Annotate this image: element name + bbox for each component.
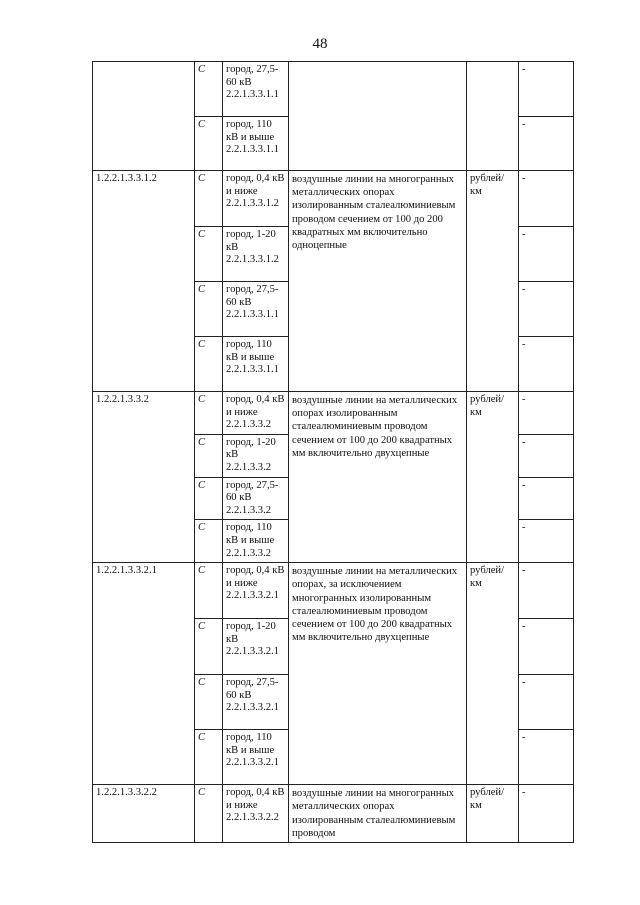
row-symbol: С <box>195 117 223 171</box>
row-unit <box>467 62 519 171</box>
row-value: - <box>519 520 574 563</box>
row-symbol: С <box>195 563 223 619</box>
row-description: воздушные линии на металлических опорах изолированным сталеалюминиевым проводом сечением от 100 до 200 квадратных мм включительно двухцепные <box>289 392 467 563</box>
row-value: - <box>519 563 574 619</box>
row-value: - <box>519 171 574 227</box>
row-zone: город, 110 кВ и выше 2.2.1.3.3.2.1 <box>223 730 289 785</box>
row-value: - <box>519 282 574 337</box>
row-unit: рублей/ км <box>467 785 519 843</box>
row-value: - <box>519 62 574 117</box>
row-symbol: С <box>195 392 223 435</box>
row-unit: рублей/ км <box>467 392 519 563</box>
row-value: - <box>519 477 574 520</box>
row-zone: город, 27,5-60 кВ 2.2.1.3.3.2 <box>223 477 289 520</box>
row-zone: город, 1-20 кВ 2.2.1.3.3.1.2 <box>223 227 289 282</box>
row-symbol: С <box>195 520 223 563</box>
row-code <box>93 62 195 171</box>
row-symbol: С <box>195 477 223 520</box>
row-value: - <box>519 117 574 171</box>
row-zone: город, 110 кВ и выше 2.2.1.3.3.1.1 <box>223 117 289 171</box>
row-symbol: С <box>195 434 223 477</box>
table-row <box>93 392 574 435</box>
tariff-table <box>92 61 574 843</box>
row-zone: город, 1-20 кВ 2.2.1.3.3.2 <box>223 434 289 477</box>
row-code: 1.2.2.1.3.3.2 <box>93 392 195 563</box>
row-zone: город, 0,4 кВ и ниже 2.2.1.3.3.2.1 <box>223 563 289 619</box>
row-symbol: С <box>195 171 223 227</box>
page-number: 48 <box>312 36 328 52</box>
row-symbol: С <box>195 730 223 785</box>
table-row <box>93 785 574 843</box>
row-value: - <box>519 227 574 282</box>
table-row <box>93 62 574 117</box>
row-unit: рублей/ км <box>467 171 519 392</box>
row-description: воздушные линии на многогранных металлических опорах изолированным сталеалюминиевым проводом сечением от 100 до 200 квадратных мм включительно одноцепные <box>289 171 467 392</box>
row-code: 1.2.2.1.3.3.2.2 <box>93 785 195 843</box>
table-row <box>93 171 574 227</box>
row-unit: рублей/ км <box>467 563 519 785</box>
row-description: воздушные линии на многогранных металлических опорах изолированным сталеалюминиевым проводом <box>289 785 467 843</box>
row-description: воздушные линии на металлических опорах, за исключением многогранных изолированным сталеалюминиевым проводом сечением от 100 до 200 квадратных мм включительно двухцепные <box>289 563 467 785</box>
row-zone: город, 0,4 кВ и ниже 2.2.1.3.3.2.2 <box>223 785 289 843</box>
row-value: - <box>519 434 574 477</box>
row-zone: город, 27,5-60 кВ 2.2.1.3.3.1.1 <box>223 62 289 117</box>
row-symbol: С <box>195 675 223 730</box>
row-zone: город, 27,5-60 кВ 2.2.1.3.3.2.1 <box>223 675 289 730</box>
row-value: - <box>519 619 574 675</box>
row-value: - <box>519 392 574 435</box>
row-zone: город, 110 кВ и выше 2.2.1.3.3.1.1 <box>223 337 289 392</box>
row-symbol: С <box>195 62 223 117</box>
row-zone: город, 0,4 кВ и ниже 2.2.1.3.3.1.2 <box>223 171 289 227</box>
row-zone: город, 1-20 кВ 2.2.1.3.3.2.1 <box>223 619 289 675</box>
row-symbol: С <box>195 785 223 843</box>
row-value: - <box>519 675 574 730</box>
row-symbol: С <box>195 282 223 337</box>
row-code: 1.2.2.1.3.3.1.2 <box>93 171 195 392</box>
row-value: - <box>519 337 574 392</box>
row-symbol: С <box>195 227 223 282</box>
row-zone: город, 0,4 кВ и ниже 2.2.1.3.3.2 <box>223 392 289 435</box>
row-symbol: С <box>195 619 223 675</box>
row-value: - <box>519 730 574 785</box>
table-row <box>93 563 574 619</box>
row-symbol: С <box>195 337 223 392</box>
row-zone: город, 110 кВ и выше 2.2.1.3.3.2 <box>223 520 289 563</box>
row-description <box>289 62 467 171</box>
row-value: - <box>519 785 574 843</box>
row-code: 1.2.2.1.3.3.2.1 <box>93 563 195 785</box>
row-zone: город, 27,5-60 кВ 2.2.1.3.3.1.1 <box>223 282 289 337</box>
